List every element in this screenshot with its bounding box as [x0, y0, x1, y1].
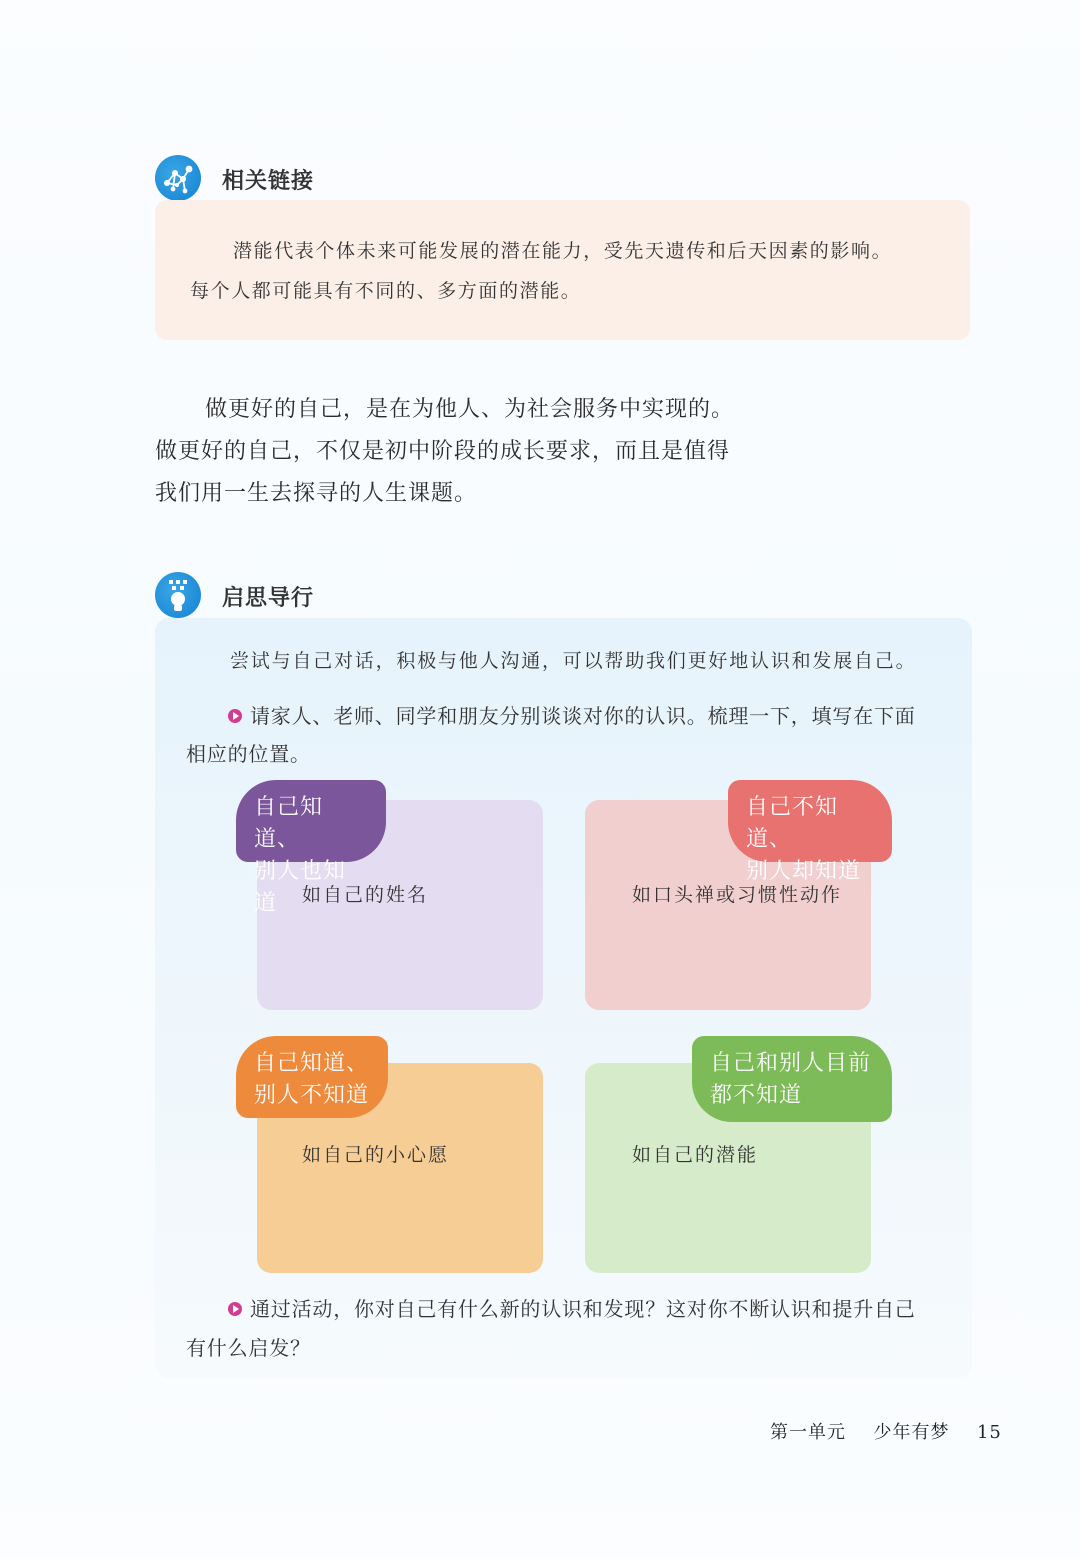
quadrant-3-tab	[236, 1036, 388, 1118]
page-footer	[770, 1418, 1002, 1444]
quadrant-3-tab-line-1: 自己知道、	[254, 1051, 370, 1076]
quadrant-4-tab	[692, 1036, 892, 1122]
quadrant-2-tab	[728, 780, 892, 884]
body-line-3: 我们用一生去探寻的人生课题。	[155, 481, 478, 506]
task-2-text: 通过活动，你对自己有什么新的认识和发现？这对你不断认识和提升自己	[250, 1297, 916, 1321]
quadrant-4-tab-line-2: 都不知道	[710, 1083, 803, 1108]
quadrant-4-tab-line-1: 自己和别人目前	[710, 1051, 872, 1076]
related-link-icon	[155, 155, 201, 201]
task-2-line-2: 有什么启发？	[186, 1336, 311, 1360]
guide-intro: 尝试与自己对话，积极与他人沟通，可以帮助我们更好地认识和发展自己。	[230, 650, 917, 672]
body-line-1: 做更好的自己，是在为他人、为社会服务中实现的。	[205, 397, 735, 422]
quadrant-4-example: 如自己的潜能	[632, 1144, 759, 1166]
quadrant-3-tab-line-2: 别人不知道	[254, 1083, 370, 1108]
page-number: 15	[976, 1422, 1002, 1443]
quadrant-2-tab-line-2: 别人却知道	[746, 859, 862, 884]
task-1-line-1	[228, 700, 916, 729]
task-1-line-2: 相应的位置。	[186, 742, 311, 766]
body-line-2: 做更好的自己，不仅是初中阶段的成长要求，而且是值得	[155, 439, 731, 464]
guide-icon	[155, 572, 201, 618]
quadrant-2-example: 如口头禅或习惯性动作	[632, 884, 843, 906]
task-2-line-1	[228, 1293, 916, 1322]
guide-title: 启思导行	[222, 586, 315, 611]
related-link-line-2: 每个人都可能具有不同的、多方面的潜能。	[190, 280, 582, 302]
related-link-title: 相关链接	[222, 169, 315, 194]
quadrant-2-tab-line-1: 自己不知道、	[746, 795, 839, 852]
related-link-line-1: 潜能代表个体未来可能发展的潜在能力，受先天遗传和后天因素的影响。	[233, 240, 893, 262]
quadrant-1-example: 如自己的姓名	[302, 884, 429, 906]
quadrant-1-tab-line-1: 自己知道、	[254, 795, 324, 852]
footer-unit-title: 少年有梦	[873, 1422, 950, 1443]
quadrant-1-tab-line-2: 别人也知道	[254, 859, 347, 916]
play-bullet-icon	[228, 1302, 242, 1316]
footer-unit: 第一单元	[770, 1422, 846, 1443]
quadrant-3-example: 如自己的小心愿	[302, 1144, 450, 1166]
task-1-text: 请家人、老师、同学和朋友分别谈谈对你的认识。梳理一下，填写在下面	[250, 704, 916, 728]
play-bullet-icon	[228, 709, 242, 723]
